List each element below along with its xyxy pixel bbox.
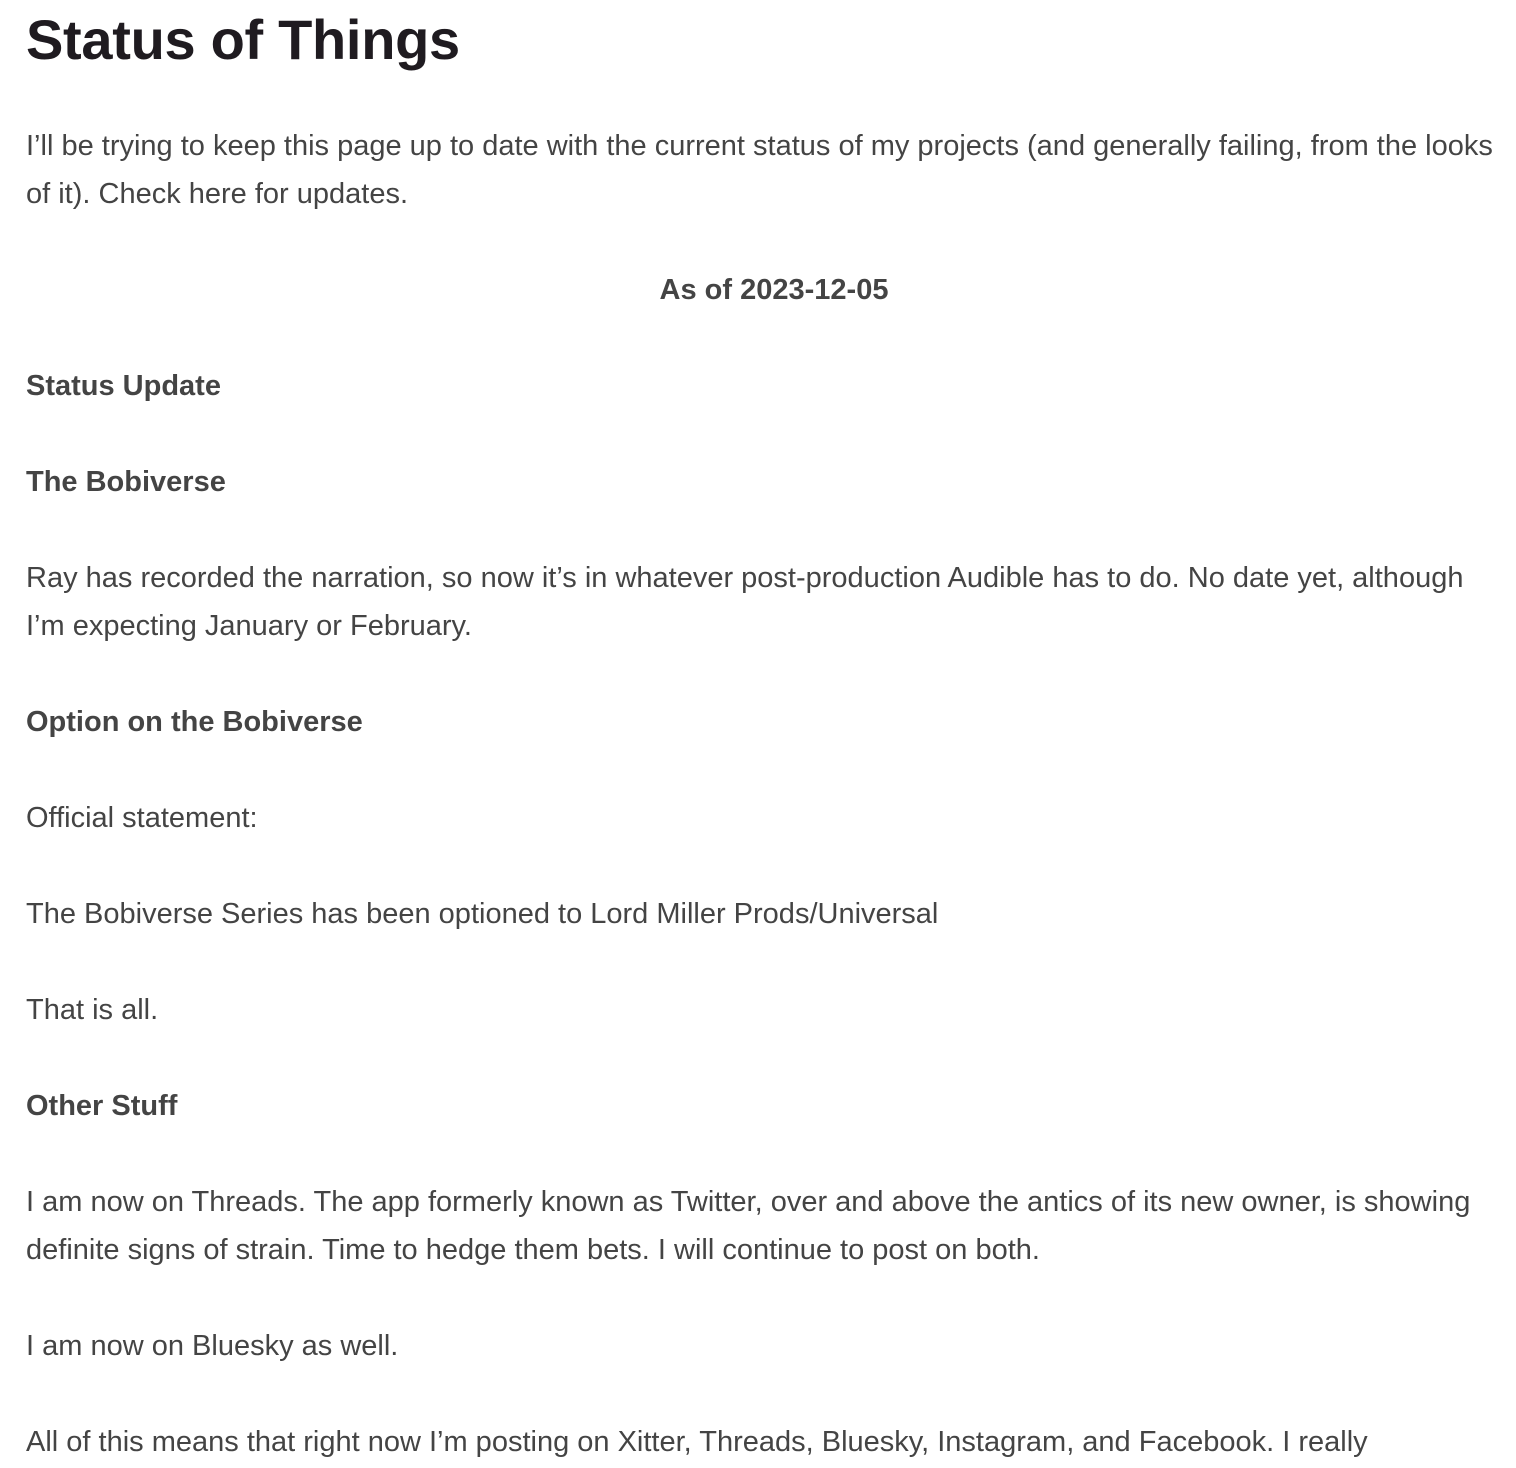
bluesky-paragraph: I am now on Bluesky as well. xyxy=(26,1330,399,1362)
bobiverse-heading: The Bobiverse xyxy=(26,466,226,498)
option-heading: Option on the Bobiverse xyxy=(26,706,363,738)
official-statement-text: The Bobiverse Series has been optioned to Lord Miller Prods/Universal xyxy=(26,898,939,930)
that-is-all-text: That is all. xyxy=(26,994,159,1026)
page-title: Status of Things xyxy=(26,8,460,71)
as-of-date: As of 2023-12-05 xyxy=(659,274,889,306)
threads-paragraph: I am now on Threads. The app formerly known as Twitter, over and above the antics of its new owner, is showing definite signs of strain. Time to hedge them bets. I will continue to post on both. xyxy=(26,1186,1471,1266)
platforms-paragraph: All of this means that right now I’m posting on Xitter, Threads, Bluesky, Instagram, and Facebook. I really xyxy=(26,1426,1368,1458)
official-statement-label: Official statement: xyxy=(26,802,258,834)
other-stuff-heading: Other Stuff xyxy=(26,1090,178,1122)
status-update-heading: Status Update xyxy=(26,370,221,402)
bobiverse-paragraph: Ray has recorded the narration, so now it’s in whatever post-production Audible has to do. No date yet, although I’m expecting January or February. xyxy=(26,562,1464,642)
intro-paragraph: I’ll be trying to keep this page up to date with the current status of my projects (and generally failing, from the looks of it). Check here for updates. xyxy=(26,130,1493,210)
